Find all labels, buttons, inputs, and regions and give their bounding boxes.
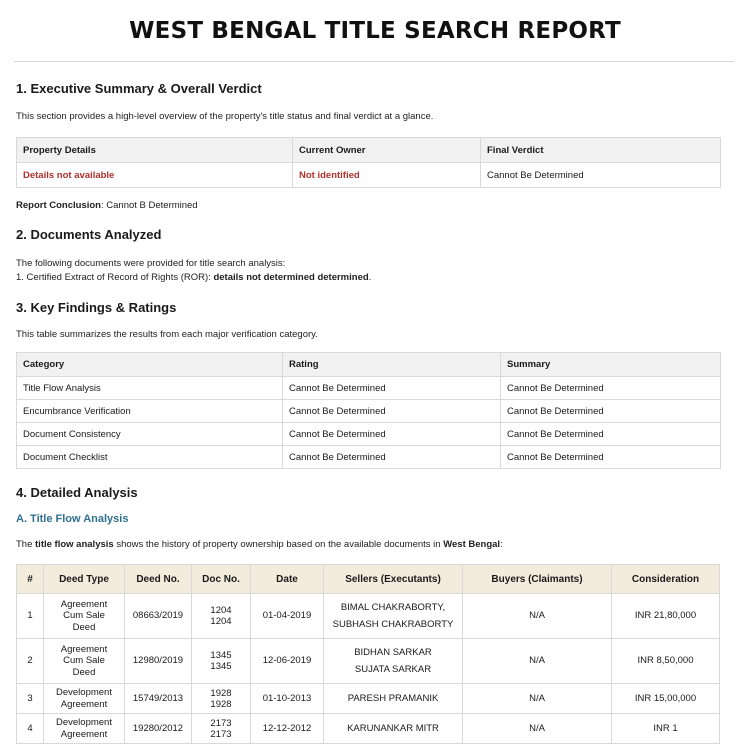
section4-intro xyxy=(16,538,503,552)
intro-pre: The xyxy=(16,539,36,550)
section3-intro: This table summarizes the results from each major verification category. xyxy=(16,329,318,340)
consideration: INR 15,00,000 xyxy=(612,684,720,714)
document-item-end: . xyxy=(368,272,372,283)
deed-type: Agreement Cum Sale Deed xyxy=(44,639,125,684)
summary-table-row xyxy=(17,163,721,188)
buyers: N/A xyxy=(463,594,612,639)
intro-end: : xyxy=(500,539,503,550)
deed-number: 12980/2019 xyxy=(125,639,192,684)
document-list-item xyxy=(16,271,371,285)
buyers: N/A xyxy=(463,684,612,714)
deed-date: 12-12-2012 xyxy=(251,714,324,744)
title-flow-row xyxy=(17,594,720,639)
finding-summary: Cannot Be Determined xyxy=(501,423,721,446)
doc-number: 2173 2173 xyxy=(192,714,251,744)
deed-number: 15749/2013 xyxy=(125,684,192,714)
consideration: INR 8,50,000 xyxy=(612,639,720,684)
section1-heading: 1. Executive Summary & Overall Verdict xyxy=(16,81,262,96)
sellers: BIDHAN SARKAR SUJATA SARKAR xyxy=(324,639,463,684)
summary-table-header xyxy=(17,138,721,163)
report-conclusion xyxy=(16,199,198,213)
row-number: 4 xyxy=(17,714,44,744)
section2-heading: 2. Documents Analyzed xyxy=(16,227,162,242)
col-category: Category xyxy=(17,353,283,377)
report-conclusion-label: Report Conclusion xyxy=(16,200,101,211)
findings-table xyxy=(16,352,721,469)
section3-heading: 3. Key Findings & Ratings xyxy=(16,300,177,315)
buyers: N/A xyxy=(463,714,612,744)
title-flow-subheading: A. Title Flow Analysis xyxy=(16,513,129,525)
finding-summary: Cannot Be Determined xyxy=(501,446,721,469)
document-item-text: 1. Certified Extract of Record of Rights (ROR): xyxy=(16,272,214,283)
final-verdict-value: Cannot Be Determined xyxy=(481,163,721,188)
finding-rating: Cannot Be Determined xyxy=(283,400,501,423)
report-conclusion-value: : Cannot B Determined xyxy=(100,200,198,211)
intro-bold: title flow analysis xyxy=(35,539,114,550)
col-date: Date xyxy=(251,565,324,594)
deed-number: 08663/2019 xyxy=(125,594,192,639)
col-final-verdict: Final Verdict xyxy=(481,138,721,163)
col-number: # xyxy=(17,565,44,594)
buyers: N/A xyxy=(463,639,612,684)
finding-summary: Cannot Be Determined xyxy=(501,400,721,423)
doc-number: 1345 1345 xyxy=(192,639,251,684)
col-summary: Summary xyxy=(501,353,721,377)
doc-number: 1204 1204 xyxy=(192,594,251,639)
finding-rating: Cannot Be Determined xyxy=(283,423,501,446)
deed-date: 01-04-2019 xyxy=(251,594,324,639)
finding-category: Document Consistency xyxy=(17,423,283,446)
deed-type: Development Agreement xyxy=(44,714,125,744)
col-rating: Rating xyxy=(283,353,501,377)
title-flow-row xyxy=(17,714,720,744)
sellers: BIMAL CHAKRABORTY, SUBHASH CHAKRABORTY xyxy=(324,594,463,639)
col-consideration: Consideration xyxy=(612,565,720,594)
deed-number: 19280/2012 xyxy=(125,714,192,744)
row-number: 3 xyxy=(17,684,44,714)
title-divider xyxy=(14,61,734,62)
finding-summary: Cannot Be Determined xyxy=(501,377,721,400)
doc-number: 1928 1928 xyxy=(192,684,251,714)
findings-row xyxy=(17,377,721,400)
deed-type: Agreement Cum Sale Deed xyxy=(44,594,125,639)
finding-category: Title Flow Analysis xyxy=(17,377,283,400)
deed-type: Development Agreement xyxy=(44,684,125,714)
sellers: KARUNANKAR MITR xyxy=(324,714,463,744)
summary-table xyxy=(16,137,721,188)
findings-row xyxy=(17,400,721,423)
findings-row xyxy=(17,423,721,446)
report-title: WEST BENGAL TITLE SEARCH REPORT xyxy=(129,18,621,44)
title-flow-row xyxy=(17,639,720,684)
row-number: 1 xyxy=(17,594,44,639)
property-details-value: Details not available xyxy=(17,163,293,188)
title-flow-header xyxy=(17,565,720,594)
deed-date: 01-10-2013 xyxy=(251,684,324,714)
col-deed-no: Deed No. xyxy=(125,565,192,594)
section2-intro: The following documents were provided for title search analysis: xyxy=(16,258,286,269)
consideration: INR 21,80,000 xyxy=(612,594,720,639)
col-property-details: Property Details xyxy=(17,138,293,163)
finding-category: Document Checklist xyxy=(17,446,283,469)
title-flow-row xyxy=(17,684,720,714)
row-number: 2 xyxy=(17,639,44,684)
section4-heading: 4. Detailed Analysis xyxy=(16,485,138,500)
finding-rating: Cannot Be Determined xyxy=(283,446,501,469)
col-deed-type: Deed Type xyxy=(44,565,125,594)
current-owner-value: Not identified xyxy=(293,163,481,188)
document-item-status: details not determined determined xyxy=(213,272,369,283)
col-current-owner: Current Owner xyxy=(293,138,481,163)
col-doc-no: Doc No. xyxy=(192,565,251,594)
deed-date: 12-06-2019 xyxy=(251,639,324,684)
intro-state: West Bengal xyxy=(443,539,501,550)
col-buyers: Buyers (Claimants) xyxy=(463,565,612,594)
findings-table-header xyxy=(17,353,721,377)
finding-rating: Cannot Be Determined xyxy=(283,377,501,400)
finding-category: Encumbrance Verification xyxy=(17,400,283,423)
findings-row xyxy=(17,446,721,469)
intro-mid: shows the history of property ownership based on the available documents in xyxy=(113,539,444,550)
col-sellers: Sellers (Executants) xyxy=(324,565,463,594)
sellers: PARESH PRAMANIK xyxy=(324,684,463,714)
consideration: INR 1 xyxy=(612,714,720,744)
section1-intro: This section provides a high-level overview of the property's title status and final verdict at a glance. xyxy=(16,111,434,122)
title-flow-table xyxy=(16,564,720,744)
